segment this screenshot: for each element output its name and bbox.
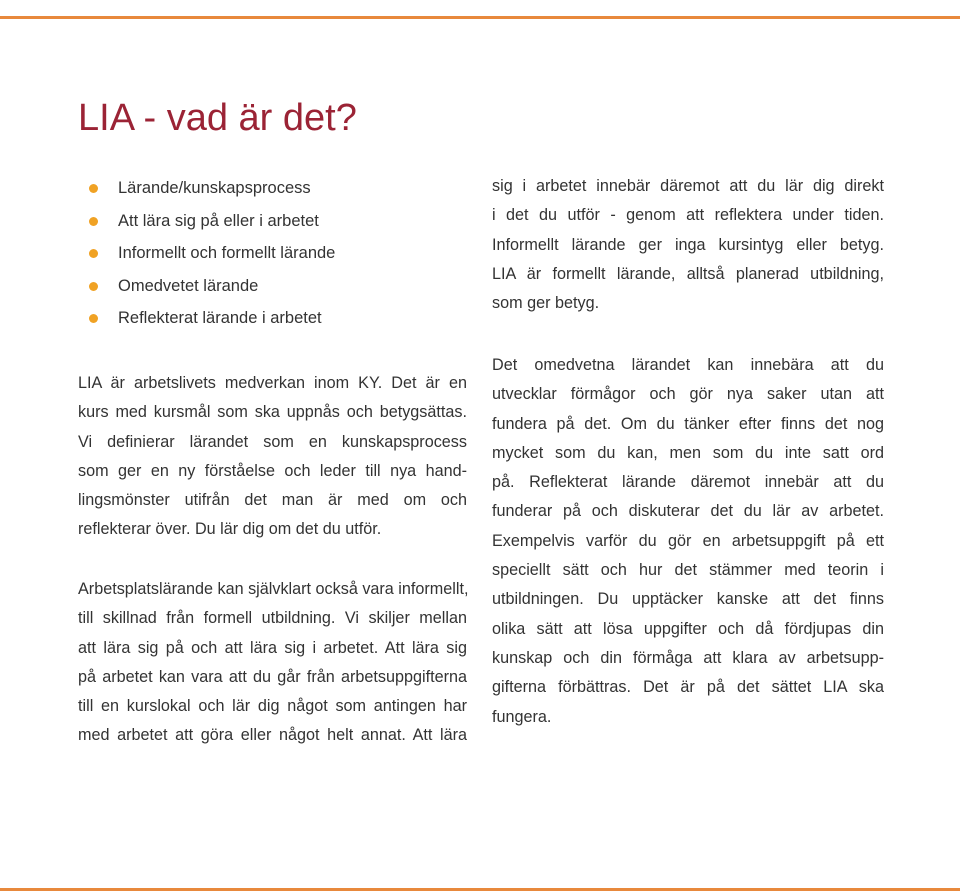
text-line: till skillnad från formell utbildning. Vi skiljer mellan [78,609,467,628]
text-line: till en kurslokal och lär dig något som antingen har [78,697,467,716]
bullet-item-label: Informellt och formellt lärande [118,244,336,262]
bullet-item-label: Omedvetet lärande [118,276,259,295]
text-line: fundera på det. Om du tänker efter finns det nog [492,414,884,433]
text-line: Vi definierar lärandet som en kunskapsprocess [78,432,467,451]
bullet-dot-icon [89,314,98,323]
bullet-item-label: Lärande/kunskapsprocess [118,179,311,197]
text-line: kurs med kursmål som ska uppnås och betygsättas. [78,403,467,422]
bullet-item [86,302,335,335]
text-line: Det omedvetna lärandet kan innebära att du [492,356,884,374]
text-line: lingsmönster utifrån det man är med om och [78,491,467,510]
text-line: LIA är formellt lärande, alltså planerad utbildning, [492,264,884,283]
bottom-accent-rule [0,888,960,891]
text-line: LIA är arbetslivets medverkan inom KY. Det är en [78,374,467,392]
left-paragraph-2 [78,575,467,751]
bullet-item [86,172,335,205]
text-line: att lära sig på och att lära sig i arbetet. Att lära sig [78,638,467,657]
bullet-item [86,237,335,270]
text-line: som ger en ny förståelse och leder till nya hand- [78,461,467,480]
text-line: funderar på och diskuterar det du lär av arbetet. [492,502,884,521]
bullet-dot-icon [89,249,98,258]
bullet-dot-icon [89,217,98,226]
left-paragraph-1 [78,369,467,545]
topic-bullet-list [86,172,335,335]
text-line: speciellt sätt och hur det stämmer med teorin i [492,561,884,580]
text-line: olika sätt att lösa uppgifter och då fördjupas din [492,619,884,638]
text-line: med arbetet att göra eller något helt annat. Att lära [78,726,467,745]
top-accent-rule [0,16,960,19]
right-paragraph-2 [492,351,884,732]
text-line: på arbetet kan vara att du går från arbetsuppgifterna [78,667,467,686]
text-line: Exempelvis varför du gör en arbetsuppgift på ett [492,531,884,550]
text-line: Informellt lärande ger inga kursintyg eller betyg. [492,235,884,254]
text-line: gifterna förbättras. Det är på det sättet LIA ska [492,678,884,697]
bullet-item-label: Reflekterat lärande i arbetet [118,309,322,327]
page-title: LIA - vad är det? [78,97,357,139]
text-line: fungera. [492,707,552,726]
bullet-dot-icon [89,282,98,291]
text-line: kunskap och din förmåga att klara av arbetsupp- [492,648,884,667]
text-line: utvecklar förmågor och gör nya saker utan att [492,385,884,404]
right-paragraph-1 [492,172,884,318]
bullet-item [86,270,335,303]
text-line: Arbetsplatslärande kan självklart också vara informellt, [78,580,469,598]
text-line: på. Reflekterat lärande däremot innebär att du [492,473,884,492]
text-line: sig i arbetet innebär däremot att du lär dig direkt [492,177,884,195]
text-line: reflekterar över. Du lär dig om det du utför. [78,520,382,539]
text-line: som ger betyg. [492,294,600,313]
text-line: utbildningen. Du upptäcker kanske att det finns [492,590,884,609]
bullet-item [86,205,335,238]
bullet-dot-icon [89,184,98,193]
text-line: i det du utför - genom att reflektera under tiden. [492,206,884,225]
text-line: mycket som du kan, men som du inte satt ord [492,443,884,462]
bullet-item-label: Att lära sig på eller i arbetet [118,211,319,230]
